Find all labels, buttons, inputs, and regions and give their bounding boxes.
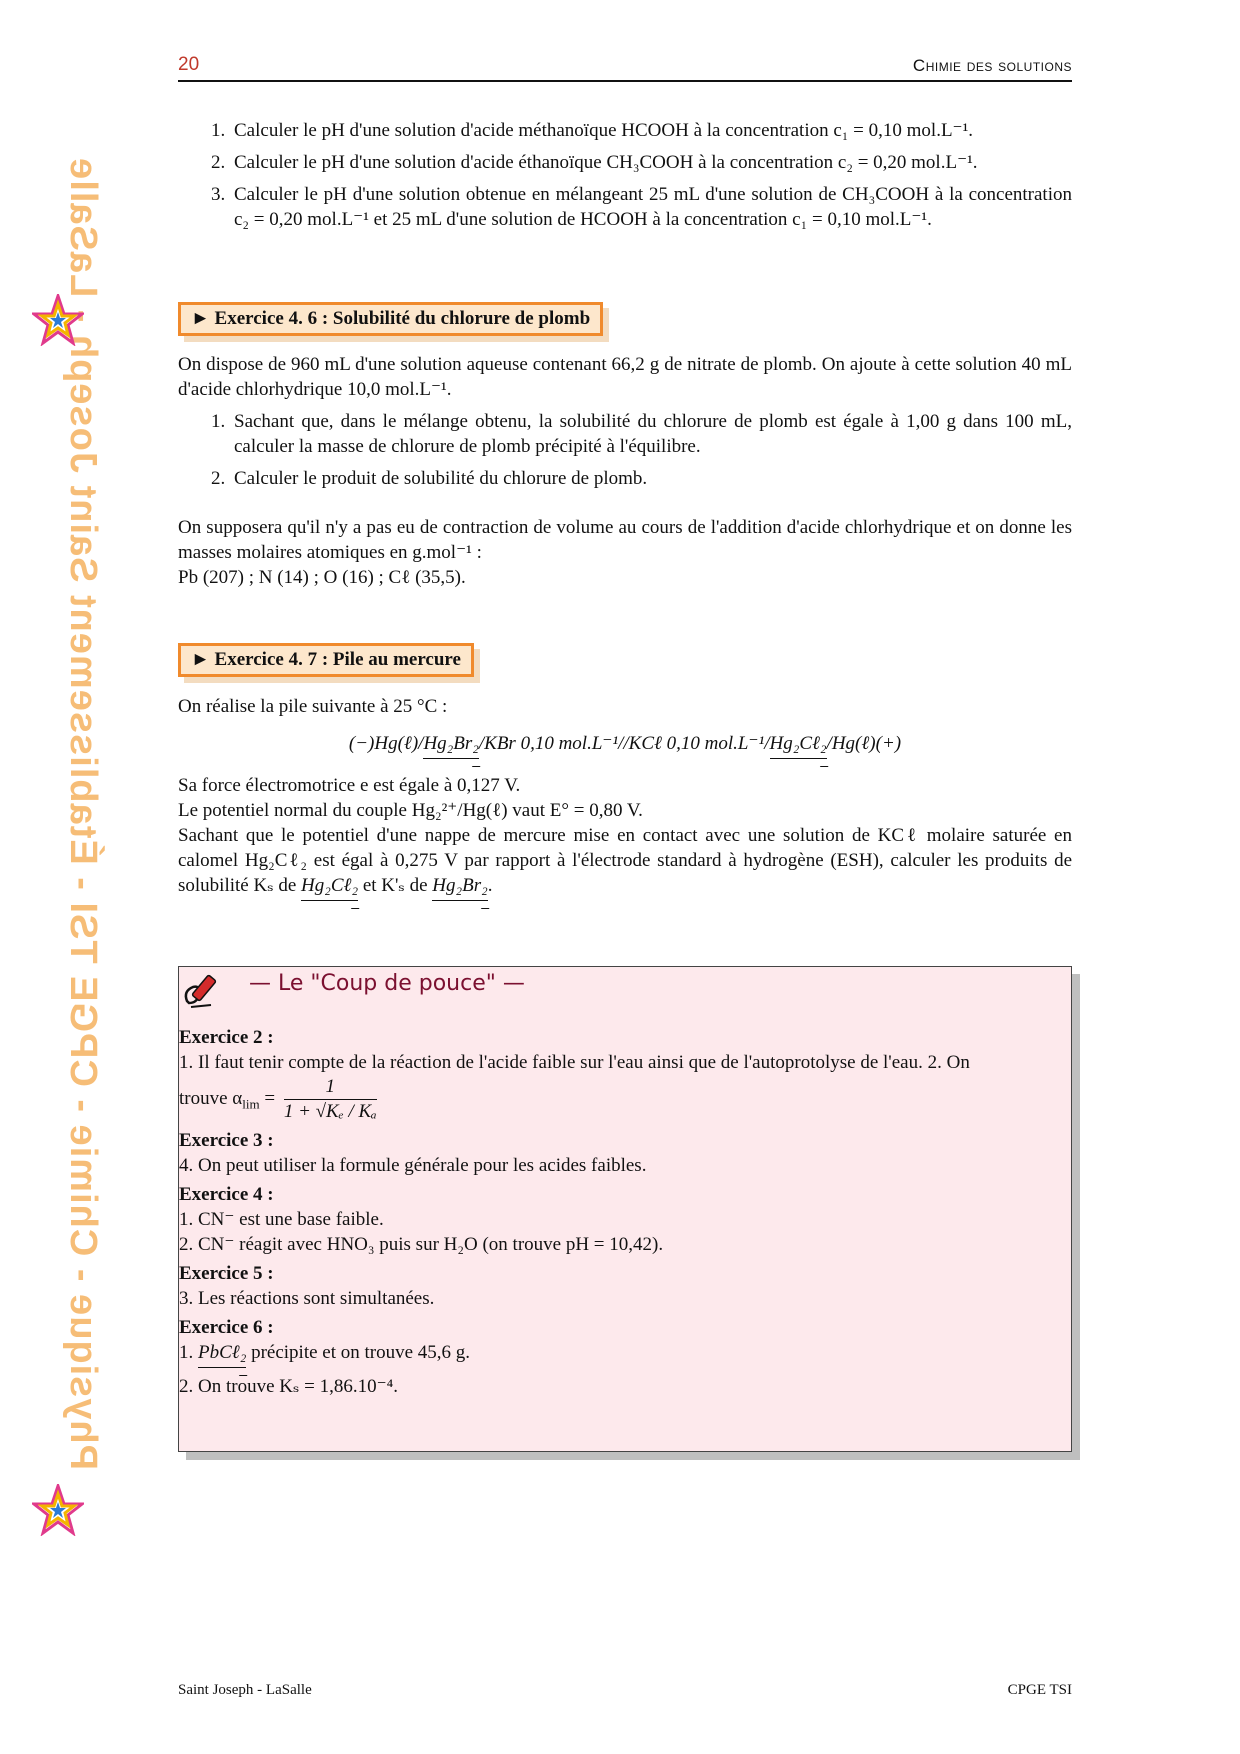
hint-text: 2. CN⁻ réagit avec HNO₃ puis sur H₂O (on trouve pH = 10,42). <box>179 1234 664 1255</box>
page-number: 20 <box>178 54 200 75</box>
list-item: 2. Calculer le produit de solubilité du chlorure de plomb. <box>230 466 1072 491</box>
list-item: 1. Sachant que, dans le mélange obtenu, la solubilité du chlorure de plomb est égale à 1,00 g dans 100 mL, calculer la masse de chlorure de plomb précipité à l'équilibre. <box>230 409 1072 459</box>
school-logo-icon <box>32 294 84 346</box>
hint-body <box>179 1025 1071 1399</box>
hint-heading: — Le "Coup de pouce" — <box>249 971 525 996</box>
hint-text: 1. CN⁻ est une base faible. <box>179 1209 384 1230</box>
hint-box <box>178 966 1072 1452</box>
exercise-4-6-title: ► Exercice 4. 6 : Solubilité du chlorure de plomb <box>178 302 603 336</box>
hint-exercise-title: Exercice 2 : <box>179 1027 274 1048</box>
previous-exercise-items <box>178 118 1072 239</box>
hint-exercise-title: Exercice 6 : <box>179 1317 274 1338</box>
exercise-note: On supposera qu'il n'y a pas eu de contraction de volume au cours de l'addition d'acide chlorhydrique et on donne les masses molaires atomiques en g.mol⁻¹ : <box>178 517 1072 563</box>
molar-masses: Pb (207) ; N (14) ; O (16) ; Cℓ (35,5). <box>178 567 466 588</box>
footer-right: CPGE TSI <box>1007 1682 1072 1698</box>
solid-species: Hg₂Cℓ₂ <box>301 873 358 901</box>
footer-left: Saint Joseph - LaSalle <box>178 1682 312 1698</box>
hint-text: 1. PbCℓ₂ précipite et on trouve 45,6 g. <box>179 1340 1071 1368</box>
hint-text: 1. Il faut tenir compte de la réaction de l'acide faible sur l'eau ainsi que de l'autoprotolyse de l'eau. 2. On <box>179 1052 970 1073</box>
question-line: Sachant que le potentiel d'une nappe de mercure mise en contact avec une solution de KCℓ molaire saturée en calomel Hg₂Cℓ₂ est égal à 0,275 V par rapport à l'électrode standard à hydrogène (ESH), calculer les produits de solubilité Kₛ de Hg₂Cℓ₂ et K'ₛ de Hg₂Br₂. <box>178 823 1072 901</box>
hint-text: 2. On trouve Kₛ = 1,86.10⁻⁴. <box>179 1376 399 1397</box>
emf-line: Sa force électromotrice e est égale à 0,127 V. <box>178 775 521 796</box>
exercise-4-7-title: ► Exercice 4. 7 : Pile au mercure <box>178 643 474 677</box>
list-item: 2. Calculer le pH d'une solution d'acide éthanoïque CH₃COOH à la concentration c₂ = 0,20 mol.L⁻¹. <box>230 150 1072 175</box>
hint-pencil-icon <box>181 971 223 1011</box>
hint-text: 3. Les réactions sont simultanées. <box>179 1288 435 1309</box>
sidebar-watermark <box>34 157 104 1470</box>
solid-species: Hg₂Cℓ₂ <box>770 731 827 759</box>
cell-notation: (−)Hg(ℓ)/Hg₂Br₂/KBr 0,10 mol.L⁻¹//KCℓ 0,10 mol.L⁻¹/Hg₂Cℓ₂/Hg(ℓ)(+) <box>178 731 1072 759</box>
exercise-4-6-body <box>178 352 1072 590</box>
hint-text: 4. On peut utiliser la formule générale pour les acides faibles. <box>179 1155 647 1176</box>
sidebar-text: Physique - Chimie - CPGE TSI - Établissement Saint Joseph - LaSalle <box>62 157 104 1470</box>
standard-potential-line: Le potentiel normal du couple Hg₂²⁺/Hg(ℓ) vaut E° = 0,80 V. <box>178 800 643 821</box>
exercise-intro: On réalise la pile suivante à 25 °C : <box>178 696 448 717</box>
school-logo-icon <box>32 1484 84 1536</box>
exercise-4-7-body <box>178 694 1072 901</box>
hint-formula: trouve $\alpha_{lim}$ = $\frac{1}{\text{1 + √Kₑ / Kₐ}}$ <box>179 1076 377 1122</box>
solid-species: Hg₂Br₂ <box>432 873 487 901</box>
hint-exercise-title: Exercice 3 : <box>179 1130 274 1151</box>
solid-species: Hg₂Br₂ <box>423 731 478 759</box>
list-item: 3. Calculer le pH d'une solution obtenue en mélangeant 25 mL d'une solution de CH₃COOH à la concentration c₂ = 0,20 mol.L⁻¹ et 25 mL d'une solution de HCOOH à la concentration c₁ = 0,10 mol.L⁻¹. <box>230 182 1072 232</box>
hint-exercise-title: Exercice 5 : <box>179 1263 274 1284</box>
exercise-intro: On dispose de 960 mL d'une solution aqueuse contenant 66,2 g de nitrate de plomb. On ajoute à cette solution 40 mL d'acide chlorhydrique 10,0 mol.L⁻¹. <box>178 354 1072 400</box>
hint-exercise-title: Exercice 4 : <box>179 1184 274 1205</box>
solid-species: PbCℓ₂ <box>198 1340 246 1368</box>
list-item: 1. Calculer le pH d'une solution d'acide méthanoïque HCOOH à la concentration c₁ = 0,10 mol.L⁻¹. <box>230 118 1072 143</box>
chapter-title: Chimie des solutions <box>912 56 1072 75</box>
page-header <box>178 54 1072 82</box>
